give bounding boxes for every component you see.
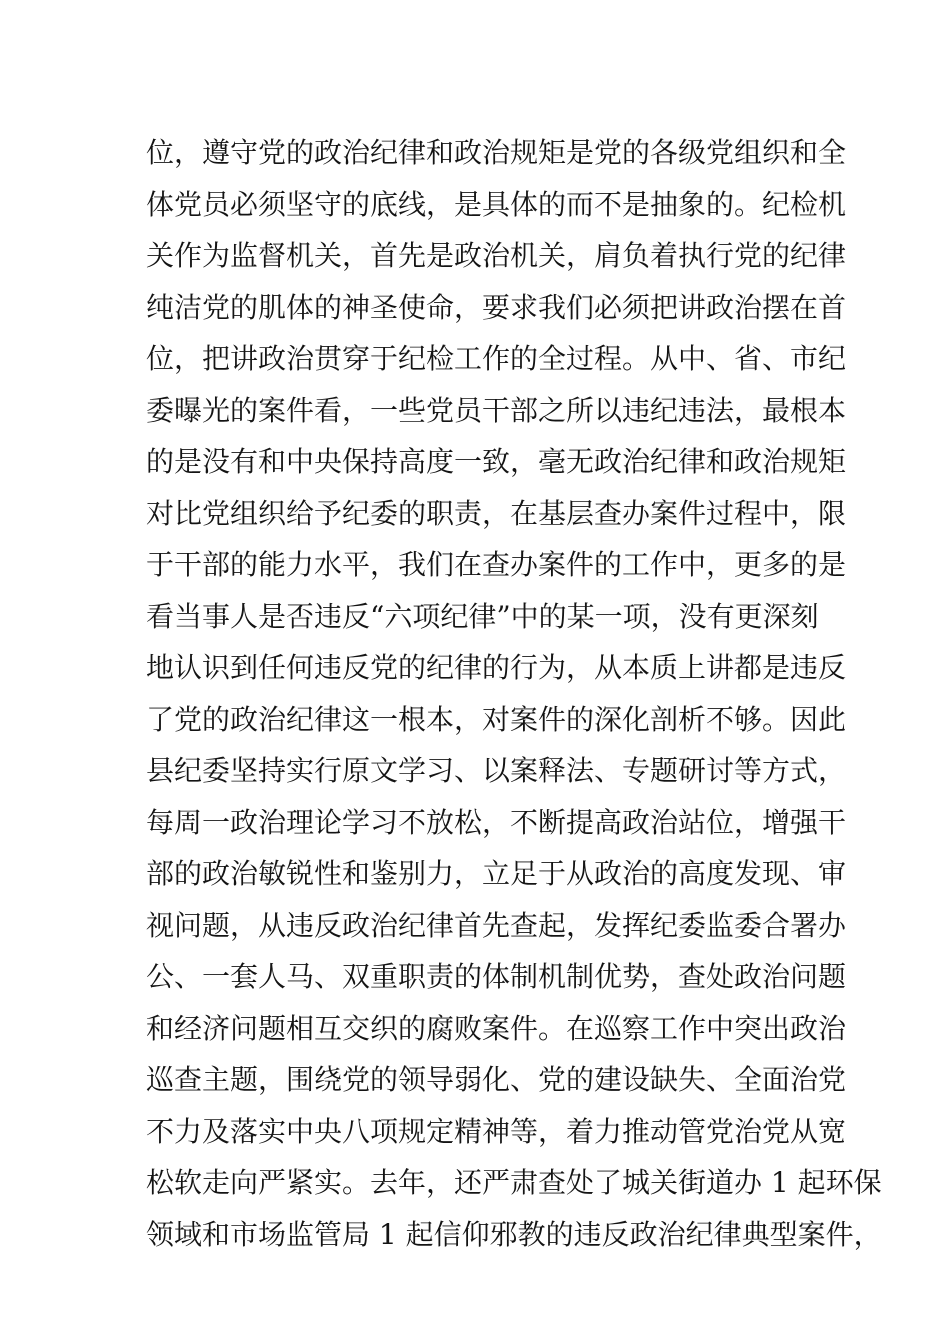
text-line: 体党员必须坚守的底线，是具体的而不是抽象的。纪检机 — [146, 187, 847, 221]
text-line: 于干部的能力水平，我们在查办案件的工作中，更多的是 — [146, 548, 847, 581]
text-line: 巡查主题，围绕党的领导弱化、党的建设缺失、全面治党 — [146, 1063, 847, 1096]
text-line: 对比党组织给予纪委的职责，在基层查办案件过程中，限 — [146, 496, 847, 530]
text-line: 关作为监督机关，首先是政治机关，肩负着执行党的纪律 — [146, 239, 847, 272]
text-line: 了党的政治纪律这一根本，对案件的深化剖析不够。因此 — [146, 702, 847, 736]
text-line: 委曝光的案件看，一些党员干部之所以违纪违法，最根本 — [146, 393, 847, 427]
text-line: 不力及落实中央八项规定精神等，着力推动管党治党从宽 — [146, 1114, 847, 1148]
text-line: 松软走向严紧实。去年，还严肃查处了城关街道办 1 起环保 — [146, 1166, 882, 1199]
text-line: 公、一套人马、双重职责的体制机制优势，查处政治问题 — [146, 960, 847, 993]
text-line: 位，把讲政治贯穿于纪检工作的全过程。从中、省、市纪 — [146, 342, 847, 375]
text-line: 每周一政治理论学习不放松，不断提高政治站位，增强干 — [146, 805, 847, 839]
text-line: 领域和市场监管局 1 起信仰邪教的违反政治纪律典型案件， — [146, 1217, 882, 1251]
text-line: 部的政治敏锐性和鉴别力，立足于从政治的高度发现、审 — [146, 857, 847, 890]
text-line: 和经济问题相互交织的腐败案件。在巡察工作中突出政治 — [146, 1011, 847, 1045]
text-line: 地认识到任何违反党的纪律的行为，从本质上讲都是违反 — [146, 651, 847, 684]
text-line: 位，遵守党的政治纪律和政治规矩是党的各级党组织和全 — [146, 136, 847, 169]
text-line: 视问题，从违反政治纪律首先查起，发挥纪委监委合署办 — [146, 908, 847, 942]
body-text — [146, 127, 882, 1260]
text-line: 纯洁党的肌体的神圣使命，要求我们必须把讲政治摆在首 — [146, 290, 847, 324]
text-line: 看当事人是否违反“六项纪律”中的某一项，没有更深刻 — [146, 599, 819, 633]
text-line: 县纪委坚持实行原文学习、以案释法、专题研讨等方式， — [146, 754, 847, 787]
text-line: 的是没有和中央保持高度一致，毫无政治纪律和政治规矩 — [146, 445, 847, 478]
